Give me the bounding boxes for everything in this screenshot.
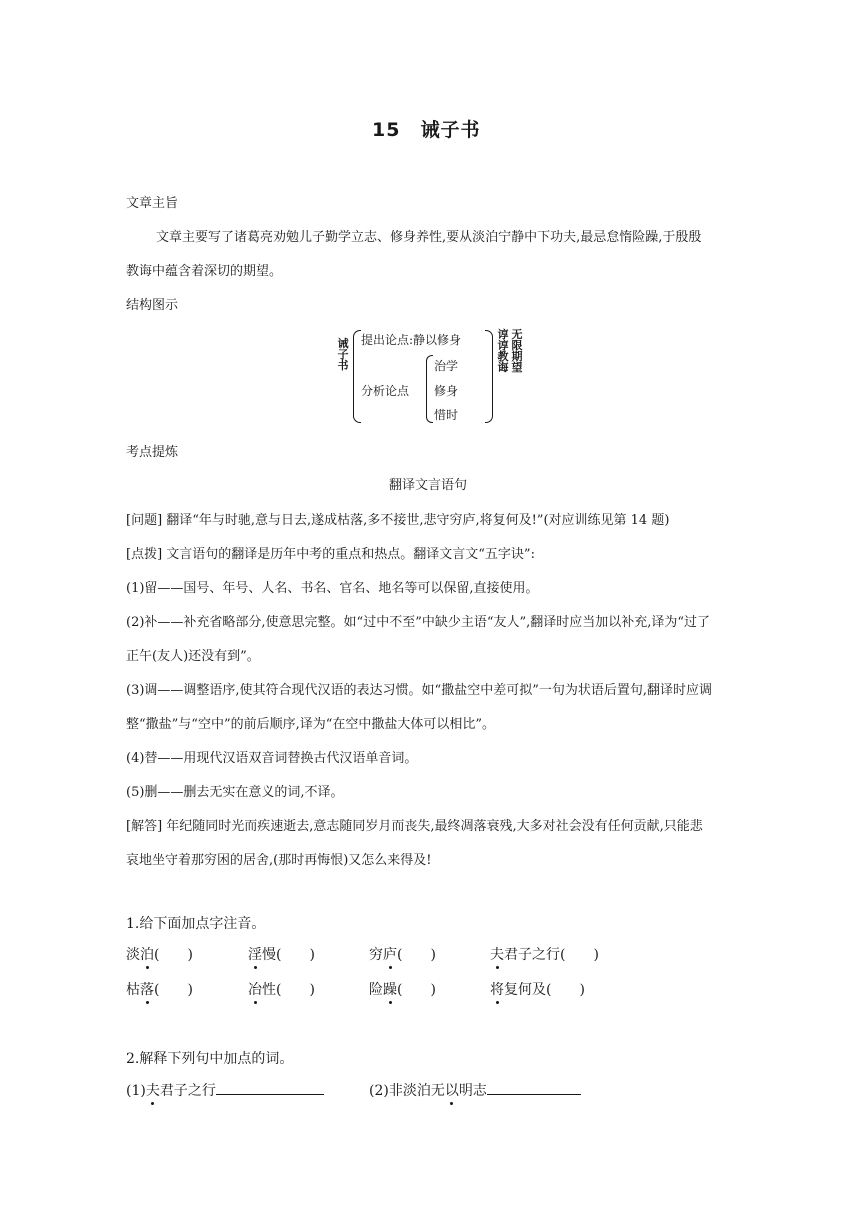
q2-item-2 xyxy=(369,1080,581,1100)
q1-item-blank: 复何及( ) xyxy=(504,982,585,998)
q1-item-blank: ( ) xyxy=(154,982,193,998)
dotted-char: 淫 xyxy=(248,944,262,964)
answer-blank[interactable] xyxy=(216,1080,324,1095)
rule-3-line-2: 整“撒盐”与“空中”的前后顺序,译为“在空中撒盐大体可以相比”。 xyxy=(126,717,496,732)
question-1-title: 1.给下面加点字注音。 xyxy=(126,916,266,932)
theme-paragraph-line-1: 文章主要写了诸葛亮劝勉儿子勤学立志、修身养性,要从淡泊宁静中下功夫,最忌怠惰险躁,于殷殷 xyxy=(156,230,702,245)
q1-item-2 xyxy=(248,944,315,964)
diagram-right-brace xyxy=(485,330,493,423)
q1-item-blank: 慢( ) xyxy=(262,947,315,963)
q2-item-text: 君子之行 xyxy=(159,1083,216,1099)
subsection-title: 翻译文言语句 xyxy=(389,478,468,493)
dotted-char: 躁 xyxy=(383,979,397,999)
dotted-char: 将 xyxy=(490,979,504,999)
section-heading-points: 考点提炼 xyxy=(126,445,179,460)
diagram-inner-brace xyxy=(426,355,433,423)
diagram-sub-3: 惜时 xyxy=(434,408,459,422)
dotted-char: 落 xyxy=(140,979,154,999)
answer-blank[interactable] xyxy=(487,1080,581,1095)
q1-item-blank: 君子之行( ) xyxy=(504,947,599,963)
q1-item-6 xyxy=(248,979,315,999)
q1-item-text: 枯 xyxy=(126,982,140,998)
theme-paragraph-line-2: 教诲中蕴含着深切的期望。 xyxy=(126,264,283,279)
diagram-right-label-2: 无限期望 xyxy=(511,328,523,374)
dotted-char: 夫 xyxy=(490,944,504,964)
diagram-point-1: 提出论点:静以修身 xyxy=(361,333,462,347)
diagram-root-label: 诫子书 xyxy=(337,337,349,372)
rule-2-line-2: 正午(友人)还没有到”。 xyxy=(126,649,260,664)
diagram-right-label-1: 谆谆教诲 xyxy=(497,328,509,374)
dotted-char: 泊 xyxy=(140,944,154,964)
rule-3-line-1: (3)调——调整语序,使其符合现代汉语的表达习惯。如“撒盐空中差可拟”一句为状语后置句,翻译时应调 xyxy=(126,683,712,698)
dotted-char: 夫 xyxy=(146,1080,160,1100)
diagram-left-brace xyxy=(353,330,361,423)
q1-item-blank: 性( ) xyxy=(262,982,315,998)
q1-item-blank: ( ) xyxy=(154,947,193,963)
q2-item-1 xyxy=(126,1080,324,1100)
diagram-point-2: 分析论点 xyxy=(361,384,410,398)
q2-item-text: (2)非淡泊无 xyxy=(369,1083,445,1099)
q1-item-5 xyxy=(126,979,193,999)
diagram-sub-2: 修身 xyxy=(434,384,459,398)
dotted-char: 以 xyxy=(445,1080,459,1100)
q1-item-4 xyxy=(490,944,599,964)
rule-2-line-1: (2)补——补充省略部分,使意思完整。如“过中不至”中缺少主语“友人”,翻译时应当加以补充,译为“过了 xyxy=(126,615,711,630)
question-2-title: 2.解释下列句中加点的词。 xyxy=(126,1051,294,1067)
q2-item-text: 明志 xyxy=(458,1083,487,1099)
q1-item-3 xyxy=(369,944,436,964)
rule-5: (5)删——删去无实在意义的词,不译。 xyxy=(126,785,344,800)
q1-item-7 xyxy=(369,979,436,999)
q1-item-blank: ( ) xyxy=(397,947,436,963)
page-title: 15 诫子书 xyxy=(372,119,481,141)
q1-item-text: 穷 xyxy=(369,947,383,963)
section-heading-theme: 文章主旨 xyxy=(126,196,179,211)
tip-line: [点拨] 文言语句的翻译是历年中考的重点和热点。翻译文言文“五字诀”: xyxy=(126,547,535,562)
dotted-char: 庐 xyxy=(383,944,397,964)
section-heading-structure: 结构图示 xyxy=(126,298,179,313)
answer-line-2: 哀地坐守着那穷困的居舍,(那时再悔恨)又怎么来得及! xyxy=(126,853,432,868)
diagram-sub-1: 治学 xyxy=(434,359,459,373)
rule-1: (1)留——国号、年号、人名、书名、官名、地名等可以保留,直接使用。 xyxy=(126,581,539,596)
q1-item-text: 险 xyxy=(369,982,383,998)
dotted-char: 冶 xyxy=(248,979,262,999)
answer-line-1: [解答] 年纪随同时光而疾速逝去,意志随同岁月而丧失,最终凋落衰残,大多对社会没有任何贡献,只能悲 xyxy=(126,819,703,834)
q1-item-blank: ( ) xyxy=(397,982,436,998)
q1-item-text: 淡 xyxy=(126,947,140,963)
question-line: [问题] 翻译“年与时驰,意与日去,遂成枯落,多不接世,悲守穷庐,将复何及!”(对应训练见第 14 题) xyxy=(126,513,670,528)
rule-4: (4)替——用现代汉语双音词替换古代汉语单音词。 xyxy=(126,751,418,766)
q1-item-8 xyxy=(490,979,585,999)
q1-item-1 xyxy=(126,944,193,964)
q2-item-text: (1) xyxy=(126,1083,146,1099)
